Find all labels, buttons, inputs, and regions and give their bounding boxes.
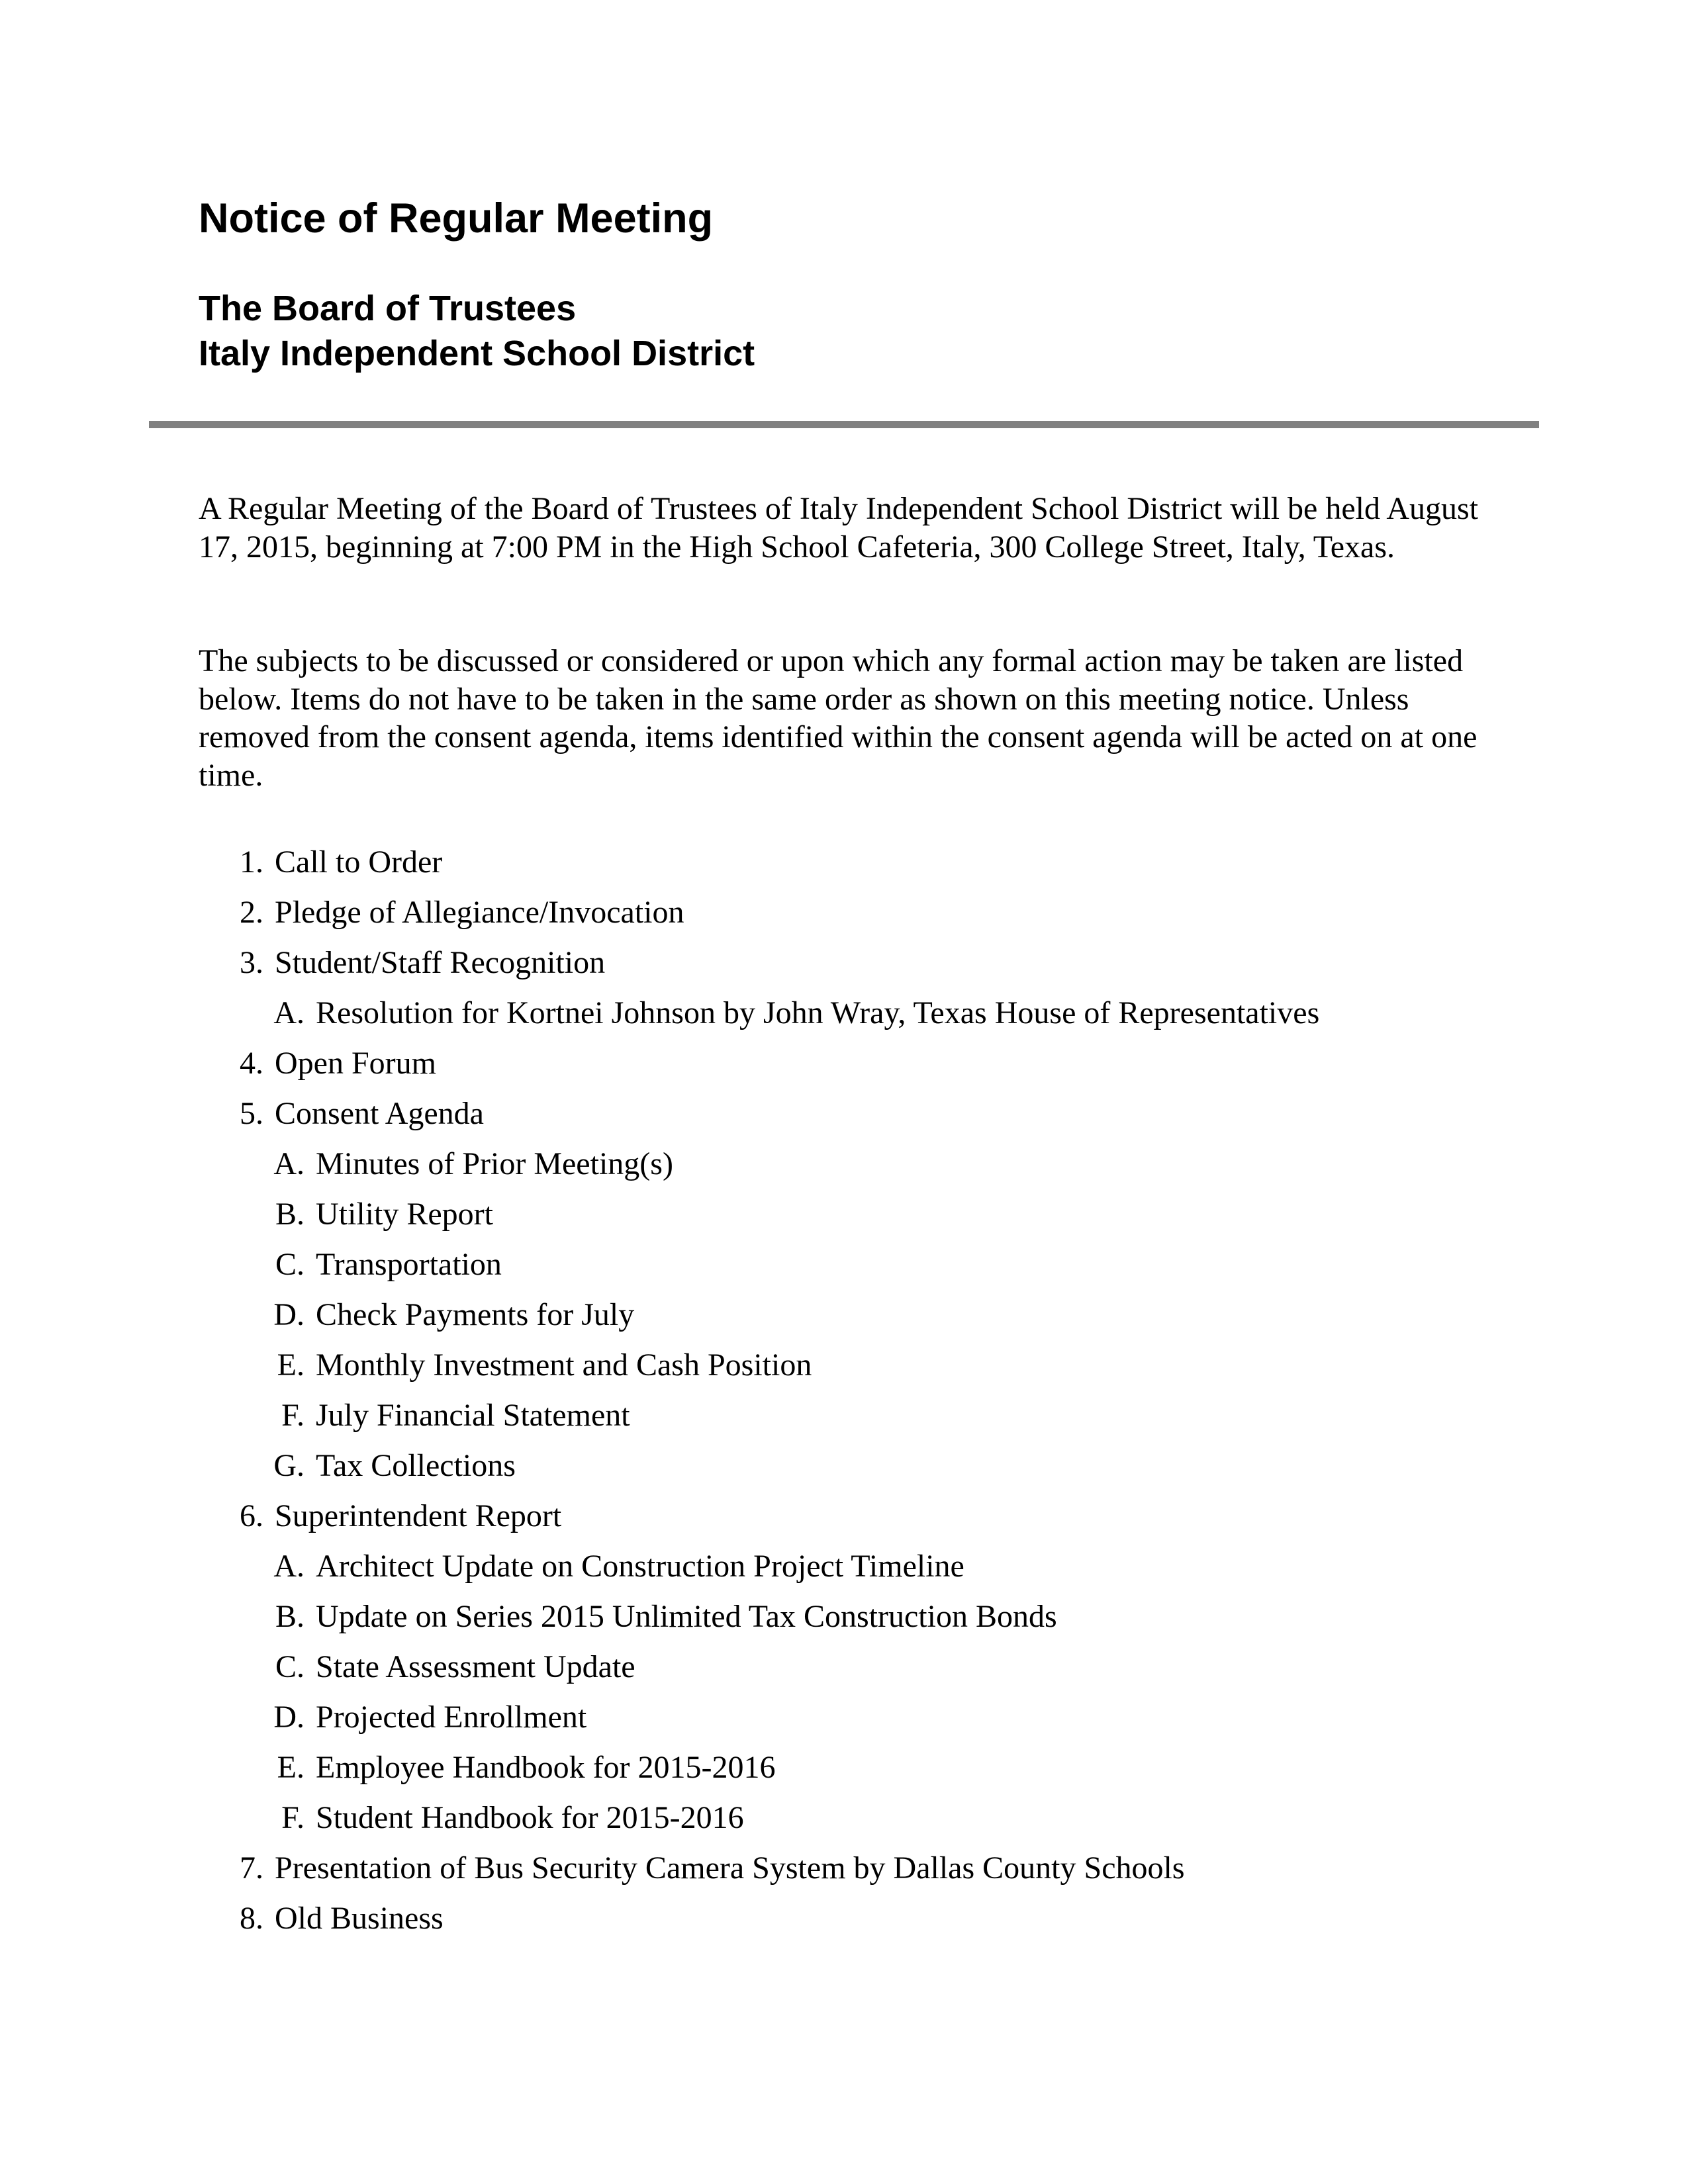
- agenda-subitem-letter: F.: [281, 1398, 305, 1433]
- agenda-subitem-text: State Assessment Update: [316, 1649, 635, 1684]
- agenda-subitem-letter: B.: [275, 1599, 305, 1634]
- header-divider: [149, 421, 1539, 428]
- agenda-subitem-text: Monthly Investment and Cash Position: [316, 1347, 812, 1383]
- agenda-subitem-letter: A.: [273, 1549, 305, 1584]
- agenda-subitem-text: Employee Handbook for 2015-2016: [316, 1750, 776, 1785]
- agenda-item-text: Consent Agenda: [275, 1096, 484, 1131]
- agenda-subitem-letter: C.: [275, 1649, 305, 1684]
- agenda-subitem-text: Minutes of Prior Meeting(s): [316, 1146, 673, 1181]
- meeting-details-paragraph: A Regular Meeting of the Board of Trustees of Italy Independent School District will be held August 17, 2015, beginning at 7:00 PM in the High School Cafeteria, 300 College Street, Italy, Texas.: [199, 491, 1479, 565]
- agenda-item-text: Superintendent Report: [275, 1498, 562, 1533]
- agenda-subitem-text: July Financial Statement: [316, 1398, 630, 1433]
- agenda-subitem-letter: C.: [275, 1247, 305, 1282]
- page-subtitle: [199, 286, 755, 376]
- agenda-item-text: Open Forum: [275, 1046, 436, 1081]
- agenda-item-number: 3.: [240, 945, 263, 980]
- agenda-subitem-letter: G.: [273, 1448, 305, 1483]
- agenda-item-text: Student/Staff Recognition: [275, 945, 606, 980]
- agenda-subitem-letter: D.: [273, 1700, 305, 1735]
- agenda-subitem-text: Transportation: [316, 1247, 502, 1282]
- agenda-item-number: 7.: [240, 1850, 263, 1886]
- agenda-subitem-letter: A.: [273, 995, 305, 1030]
- agenda-subitem-text: Check Payments for July: [316, 1297, 635, 1332]
- agenda-item-number: 8.: [240, 1901, 263, 1936]
- agenda-subitem-text: Tax Collections: [316, 1448, 516, 1483]
- agenda-item-text: Presentation of Bus Security Camera System by Dallas County Schools: [275, 1850, 1185, 1886]
- agenda-item-number: 4.: [240, 1046, 263, 1081]
- agenda-item-number: 5.: [240, 1096, 263, 1131]
- agenda-intro-paragraph: The subjects to be discussed or considered or upon which any formal action may be taken are listed below. Items do not have to be taken in the same order as shown on this meeting notice. Unless removed from the consent agenda, items identified within the consent agenda will be acted on at one time.: [199, 643, 1477, 793]
- page-title: Notice of Regular Meeting: [199, 195, 714, 242]
- agenda-item-text: Old Business: [275, 1901, 444, 1936]
- subtitle-line-district: Italy Independent School District: [199, 334, 755, 373]
- agenda-subitem-letter: A.: [273, 1146, 305, 1181]
- agenda-subitem-text: Student Handbook for 2015-2016: [316, 1800, 744, 1835]
- agenda-item-number: 2.: [240, 895, 263, 930]
- agenda-subitem-letter: E.: [277, 1347, 305, 1383]
- agenda-item-number: 1.: [240, 844, 263, 880]
- agenda-item-text: Pledge of Allegiance/Invocation: [275, 895, 684, 930]
- subtitle-line-board: The Board of Trustees: [199, 289, 577, 328]
- agenda-item-text: Call to Order: [275, 844, 443, 880]
- agenda-item-number: 6.: [240, 1498, 263, 1533]
- agenda-subitem-text: Update on Series 2015 Unlimited Tax Construction Bonds: [316, 1599, 1057, 1634]
- agenda-subitem-letter: E.: [277, 1750, 305, 1785]
- agenda-subitem-text: Architect Update on Construction Project Timeline: [316, 1549, 964, 1584]
- agenda-subitem-text: Utility Report: [316, 1197, 493, 1232]
- agenda-subitem-text: Resolution for Kortnei Johnson by John Wray, Texas House of Representatives: [316, 995, 1320, 1030]
- agenda-subitem-letter: D.: [273, 1297, 305, 1332]
- agenda-subitem-text: Projected Enrollment: [316, 1700, 587, 1735]
- agenda-subitem-letter: B.: [275, 1197, 305, 1232]
- agenda-subitem-letter: F.: [281, 1800, 305, 1835]
